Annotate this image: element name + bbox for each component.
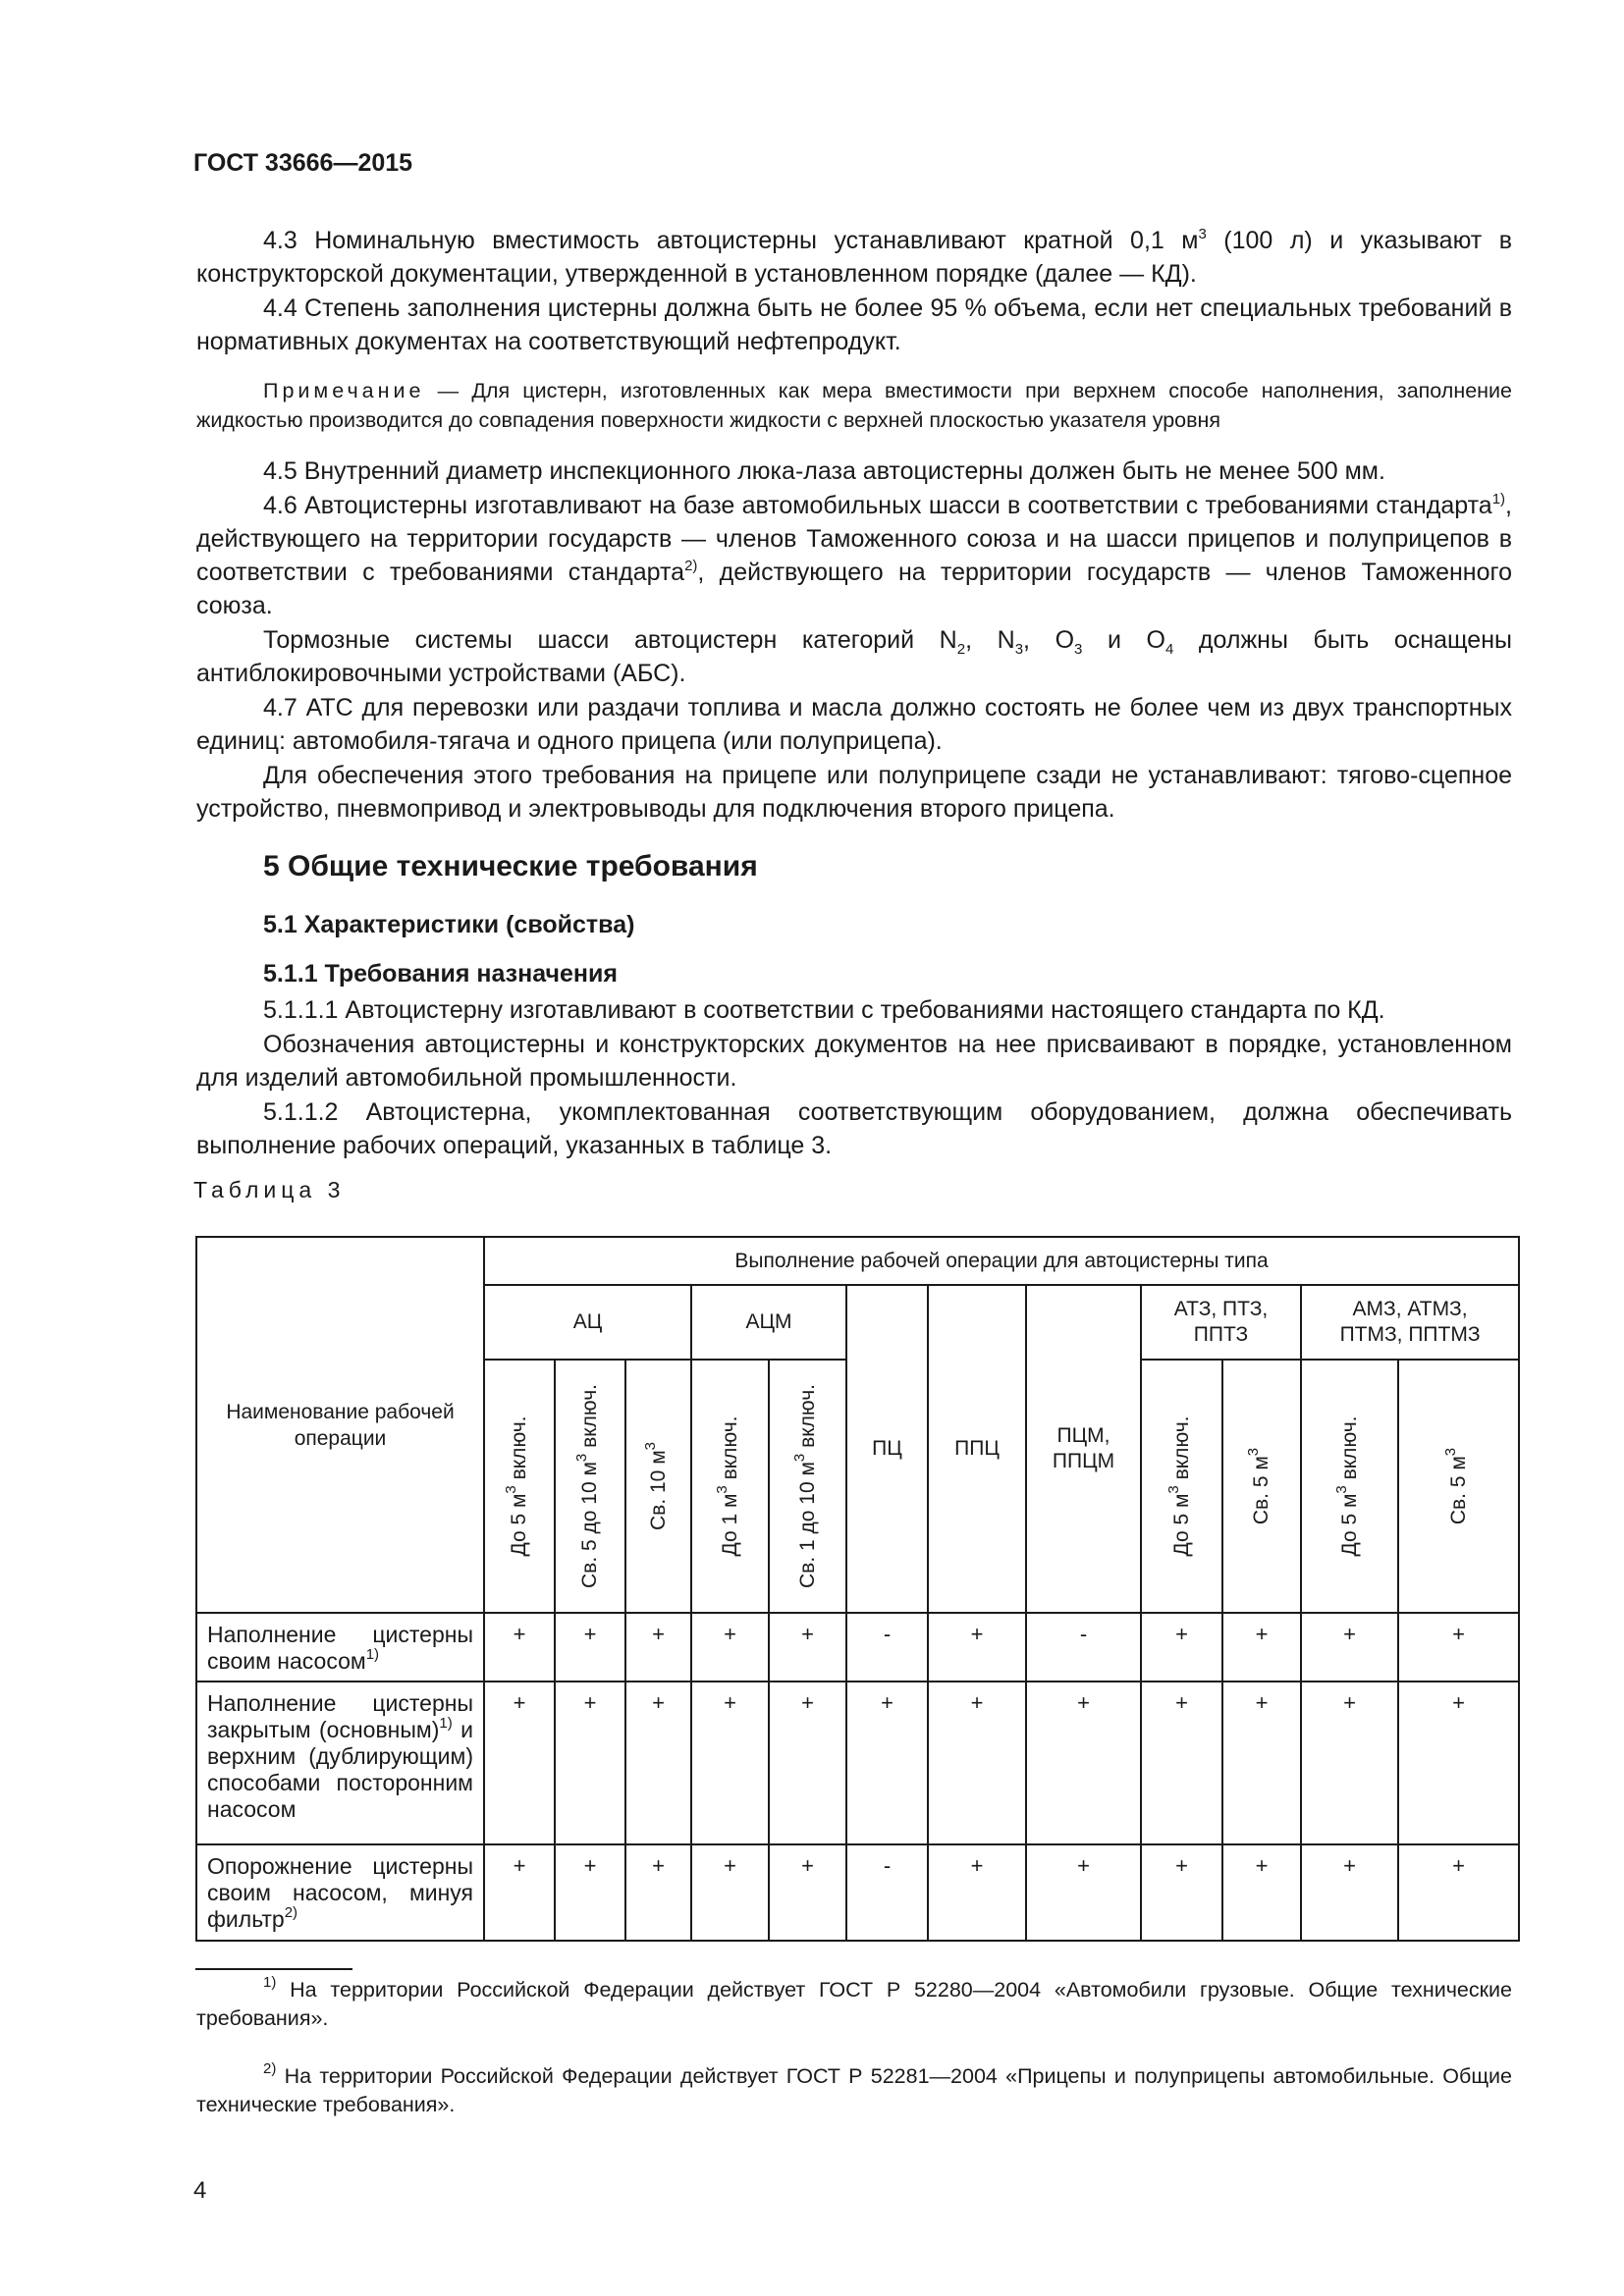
group-ppc: ППЦ	[928, 1285, 1026, 1613]
sub-amz-2: Св. 5 $м^3$	[1398, 1360, 1519, 1613]
cell-mark: +	[1222, 1613, 1301, 1682]
sub-amz-1: До 5 $м^3$ включ.	[1301, 1360, 1398, 1613]
cell-mark: +	[1301, 1682, 1398, 1844]
cell-mark: +	[1301, 1613, 1398, 1682]
table-3	[195, 1236, 1520, 1942]
cell-mark: +	[1398, 1844, 1519, 1941]
cell-mark: +	[625, 1682, 691, 1844]
cell-mark: +	[691, 1613, 769, 1682]
cell-mark: +	[1222, 1844, 1301, 1941]
paragraph-brakes: Тормозные системы шасси автоцистерн категорий $N_2$, $N_3$, $O_3$ и $O_4$ должны быть оснащены антиблокировочными устройствами (АБС).	[196, 626, 1512, 687]
top-header-cell: Выполнение рабочей операции для автоцистерны типа	[484, 1237, 1519, 1285]
table-row	[196, 1682, 1519, 1844]
sub-acm-2: Св. 1 до 10 $м^3$ включ.	[769, 1360, 846, 1613]
footnote-separator	[195, 1968, 352, 1970]
cell-mark: +	[928, 1613, 1026, 1682]
cell-mark: +	[1026, 1682, 1141, 1844]
cell-mark: +	[555, 1613, 625, 1682]
cell-mark: +	[928, 1844, 1026, 1941]
cell-mark: -	[846, 1613, 928, 1682]
sub-ac-1: До 5 $м^3$ включ.	[484, 1360, 555, 1613]
page-number: 4	[193, 2177, 207, 2204]
cell-mark: +	[1222, 1682, 1301, 1844]
sub-ac-3: Св. 10 $м^3$	[625, 1360, 691, 1613]
cell-mark: +	[1141, 1613, 1222, 1682]
table-row	[196, 1844, 1519, 1941]
section-5-heading: 5 Общие технические требования	[263, 850, 758, 882]
table-caption: Таблица 3	[193, 1177, 346, 1202]
cell-mark: +	[1141, 1844, 1222, 1941]
section-5-text	[196, 993, 1512, 1163]
paragraph-4-4: 4.4 Степень заполнения цистерны должна быть не более 95 % объема, если нет специальных требований в нормативных документах на соответствующий нефтепродукт.	[196, 294, 1512, 355]
note-label: Примечание	[263, 379, 425, 402]
cell-mark: +	[1301, 1844, 1398, 1941]
cell-mark: +	[1398, 1613, 1519, 1682]
paragraph-4-6: 4.6 Автоцистерны изготавливают на базе автомобильных шасси в соответствии с требованиями стандарта$^{1)}$, действующего на территории государств — членов Таможенного союза и на шасси прицепов и полуприцепов в соответствии с требованиями стандарта$^{2)}$, действующего на территории государств — членов Таможенного союза.	[196, 491, 1512, 619]
cell-mark: +	[769, 1844, 846, 1941]
group-ac: АЦ	[484, 1285, 691, 1360]
footnote-2: $^{2)}$ На территории Российской Федерации действует ГОСТ Р 52281—2004 «Прицепы и полуприцепы автомобильные. Общие технические требования».	[196, 2060, 1512, 2116]
cell-mark: +	[1398, 1682, 1519, 1844]
document-header: ГОСТ 33666—2015	[193, 149, 413, 177]
cell-mark: +	[625, 1613, 691, 1682]
cell-mark: +	[484, 1844, 555, 1941]
note	[196, 376, 1512, 435]
paragraph-5-1-1-1: 5.1.1.1 Автоцистерну изготавливают в соответствии с требованиями настоящего стандарта по КД.	[263, 996, 1385, 1024]
cell-mark: +	[484, 1613, 555, 1682]
paragraph-5-1-1-2: 5.1.1.2 Автоцистерна, укомплектованная соответствующим оборудованием, должна обеспечивать выполнение рабочих операций, указанных в таблице 3.	[196, 1098, 1512, 1159]
cell-mark: -	[846, 1844, 928, 1941]
cell-mark: +	[691, 1682, 769, 1844]
paragraph-4-7b: Для обеспечения этого требования на прицепе или полуприцепе сзади не устанавливают: тягово-сцепное устройство, пневмопривод и электровыводы для подключения второго прицепа.	[196, 762, 1512, 823]
subsection-5-1-1-heading: 5.1.1 Требования назначения	[263, 960, 618, 988]
sub-atz-1: До 5 $м^3$ включ.	[1141, 1360, 1222, 1613]
paragraph-4-3: 4.3 Номинальную вместимость автоцистерны устанавливают кратной 0,1 $м^3$ (100 л) и указывают в конструкторской документации, утвержденной в установленном порядке (далее — КД).	[196, 226, 1512, 288]
table-row	[196, 1613, 1519, 1682]
group-acm: АЦМ	[691, 1285, 846, 1360]
cell-mark: +	[484, 1682, 555, 1844]
sub-atz-2: Св. 5 $м^3$	[1222, 1360, 1301, 1613]
cell-mark: +	[691, 1844, 769, 1941]
sub-ac-2: Св. 5 до 10 $м^3$ включ.	[555, 1360, 625, 1613]
cell-mark: +	[555, 1682, 625, 1844]
cell-mark: +	[846, 1682, 928, 1844]
note-text: — Для цистерн, изготовленных как мера вместимости при верхнем способе наполнения, заполнение жидкостью производится до совпадения поверхности жидкости с верхней плоскостью указателя уровня	[196, 379, 1512, 432]
row-label: Наполнение цистерны своим насосом$^{1)}$	[196, 1613, 484, 1682]
cell-mark: +	[1141, 1682, 1222, 1844]
row-header-cell: Наименование рабочей операции	[196, 1237, 484, 1613]
group-pc: ПЦ	[846, 1285, 928, 1613]
row-label: Опорожнение цистерны своим насосом, минуя фильтр$^{2)}$	[196, 1844, 484, 1941]
cell-mark: +	[1026, 1844, 1141, 1941]
cell-mark: +	[555, 1844, 625, 1941]
cell-mark: -	[1026, 1613, 1141, 1682]
subsection-5-1-heading: 5.1 Характеристики (свойства)	[263, 911, 635, 938]
cell-mark: +	[928, 1682, 1026, 1844]
group-atz: АТЗ, ПТЗ, ППТЗ	[1141, 1285, 1301, 1360]
cell-mark: +	[769, 1613, 846, 1682]
footnote-1: $^{1)}$ На территории Российской Федерации действует ГОСТ Р 52280—2004 «Автомобили грузовые. Общие технические требования».	[196, 1974, 1512, 2030]
paragraph-4-7: 4.7 АТС для перевозки или раздачи топлива и масла должно состоять не более чем из двух транспортных единиц: автомобиля-тягача и одного прицепа (или полуприцепа).	[196, 694, 1512, 755]
cell-mark: +	[625, 1844, 691, 1941]
group-amz: АМЗ, АТМЗ, ПТМЗ, ППТМЗ	[1301, 1285, 1519, 1360]
sub-acm-1: До 1 $м^3$ включ.	[691, 1360, 769, 1613]
paragraph-4-5: 4.5 Внутренний диаметр инспекционного люка-лаза автоцистерны должен быть не менее 500 мм.	[263, 457, 1385, 485]
section-4-text	[196, 224, 1512, 827]
paragraph-5-1-1-1b: Обозначения автоцистерны и конструкторских документов на нее присваивают в порядке, установленном для изделий автомобильной промышленности.	[196, 1031, 1512, 1092]
row-label: Наполнение цистерны закрытым (основным)$^{1)}$ и верхним (дублирующим) способами посторонним насосом	[196, 1682, 484, 1844]
cell-mark: +	[769, 1682, 846, 1844]
group-pcm: ПЦМ, ППЦМ	[1026, 1285, 1141, 1613]
